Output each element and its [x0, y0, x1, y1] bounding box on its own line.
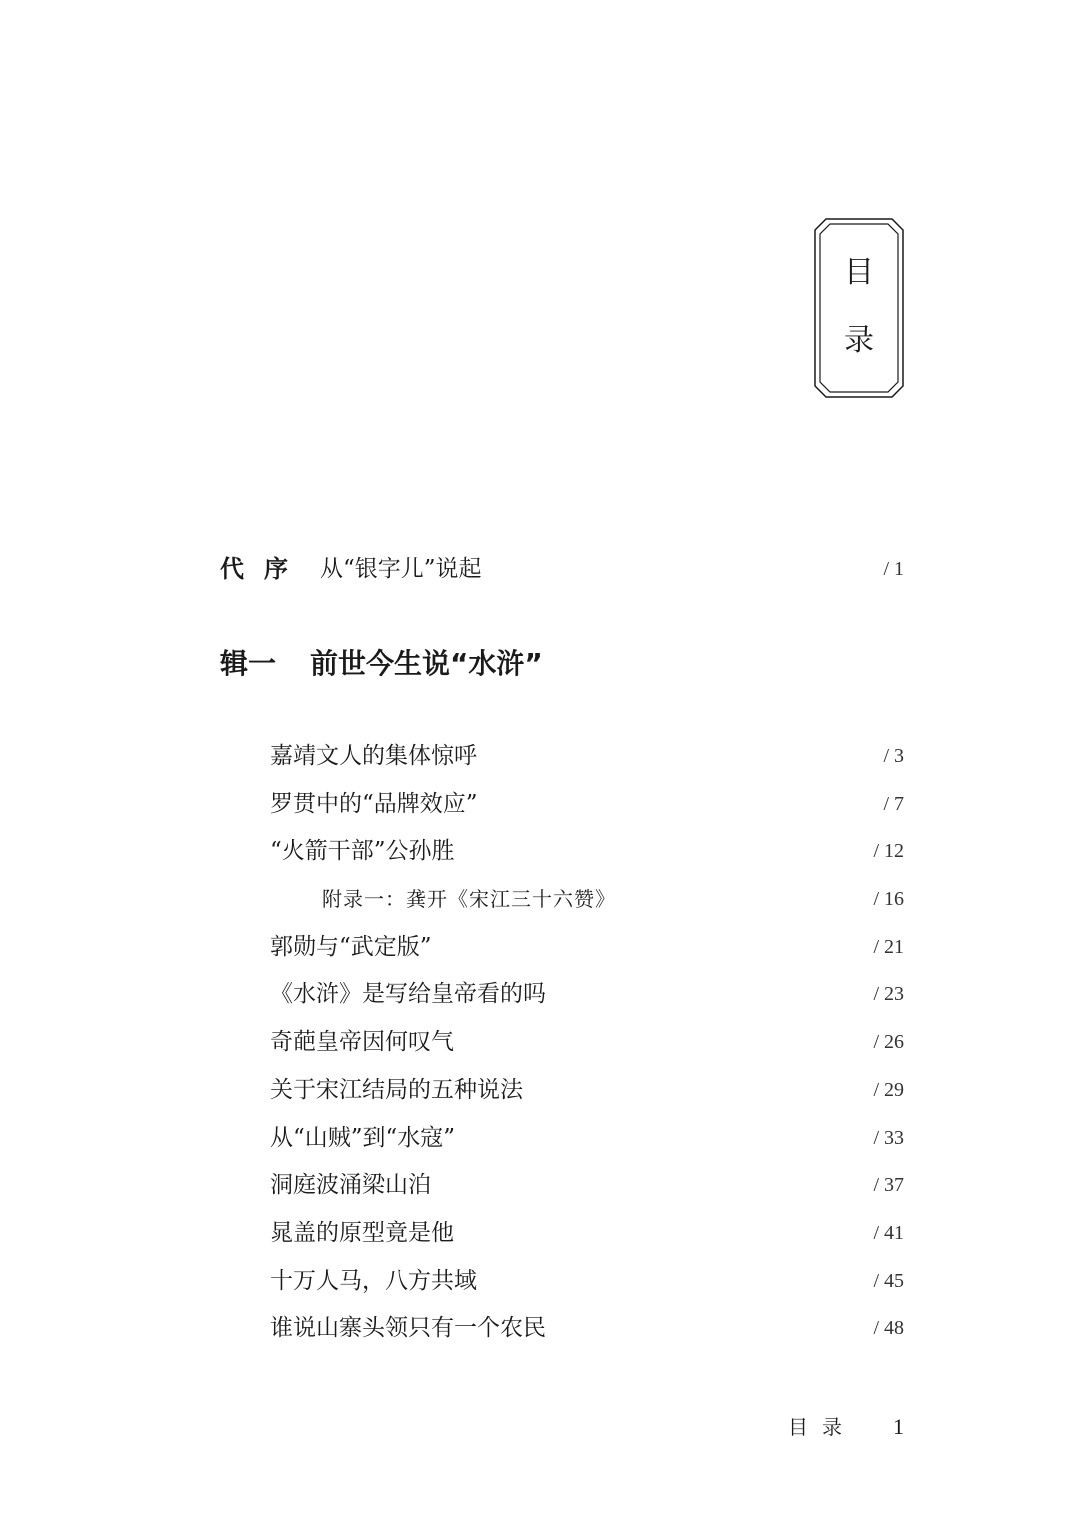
toc-entry-title: 晁盖的原型竟是他	[270, 1219, 454, 1246]
toc-entry-page-number: / 12	[873, 840, 904, 863]
toc-entry-page-number: / 26	[873, 1031, 904, 1054]
section-number: 辑一	[220, 647, 277, 680]
toc-entry-row[interactable]	[270, 1310, 904, 1358]
section-heading	[220, 644, 543, 684]
plaque-char-1: 目	[844, 255, 874, 290]
toc-entry-row[interactable]	[270, 738, 904, 786]
toc-entry-row[interactable]	[270, 786, 904, 834]
plaque-char-2: 录	[844, 323, 874, 358]
preface-page-number: / 1	[883, 558, 904, 580]
preface-title: 从“银字儿”说起	[320, 556, 482, 582]
toc-entry-page-number: / 41	[873, 1221, 904, 1244]
toc-entry-title: 嘉靖文人的集体惊呼	[270, 743, 477, 769]
footer-page-number: 1	[893, 1414, 904, 1439]
toc-entry-title: 关于宋江结局的五种说法	[270, 1076, 523, 1103]
toc-entry-title: 洞庭波涌梁山泊	[270, 1172, 431, 1199]
toc-entry-page-number: / 21	[873, 935, 904, 958]
toc-appendix-row[interactable]	[270, 881, 904, 929]
toc-entry-title: 奇葩皇帝因何叹气	[270, 1029, 454, 1056]
toc-list	[270, 738, 904, 1358]
toc-entry-page-number: / 3	[883, 745, 904, 767]
toc-entry-title: 《水浒》是写给皇帝看的吗	[270, 981, 546, 1008]
section-title: 前世今生说“水浒”	[310, 647, 543, 680]
toc-entry-page-number: / 33	[873, 1126, 904, 1149]
preface-label: 代序	[220, 555, 308, 583]
toc-entry-row[interactable]	[270, 833, 904, 881]
toc-entry-page-number: / 29	[873, 1078, 904, 1101]
toc-entry-title: 附录一：龚开《宋江三十六赞》	[322, 887, 616, 912]
toc-entry-page-number: / 45	[873, 1269, 904, 1292]
toc-entry-row[interactable]	[270, 1120, 904, 1168]
toc-entry-title: 郭勋与“武定版”	[270, 933, 432, 960]
toc-preface-row[interactable]	[220, 552, 904, 586]
toc-entry-row[interactable]	[270, 1215, 904, 1263]
toc-entry-title: 谁说山寨头领只有一个农民	[270, 1315, 546, 1342]
running-footer-label: 目录	[788, 1415, 856, 1439]
toc-entry-title: 十万人马，八方共域	[270, 1267, 477, 1294]
toc-entry-row[interactable]	[270, 976, 904, 1024]
toc-entry-title: 罗贯中的“品牌效应”	[270, 790, 478, 817]
toc-entry-title: “火箭干部”公孙胜	[270, 838, 455, 865]
title-plaque	[814, 218, 904, 398]
toc-entry-row[interactable]	[270, 1072, 904, 1120]
toc-entry-page-number: / 16	[873, 888, 904, 911]
toc-entry-title: 从“山贼”到“水寇”	[270, 1124, 456, 1151]
toc-entry-row[interactable]	[270, 1263, 904, 1311]
toc-entry-page-number: / 48	[873, 1317, 904, 1340]
toc-entry-page-number: / 37	[873, 1174, 904, 1197]
toc-entry-row[interactable]	[270, 929, 904, 977]
toc-entry-page-number: / 23	[873, 983, 904, 1006]
plaque-frame	[814, 218, 904, 398]
toc-entry-page-number: / 7	[883, 792, 904, 815]
toc-entry-row[interactable]	[270, 1167, 904, 1215]
toc-entry-row[interactable]	[270, 1024, 904, 1072]
